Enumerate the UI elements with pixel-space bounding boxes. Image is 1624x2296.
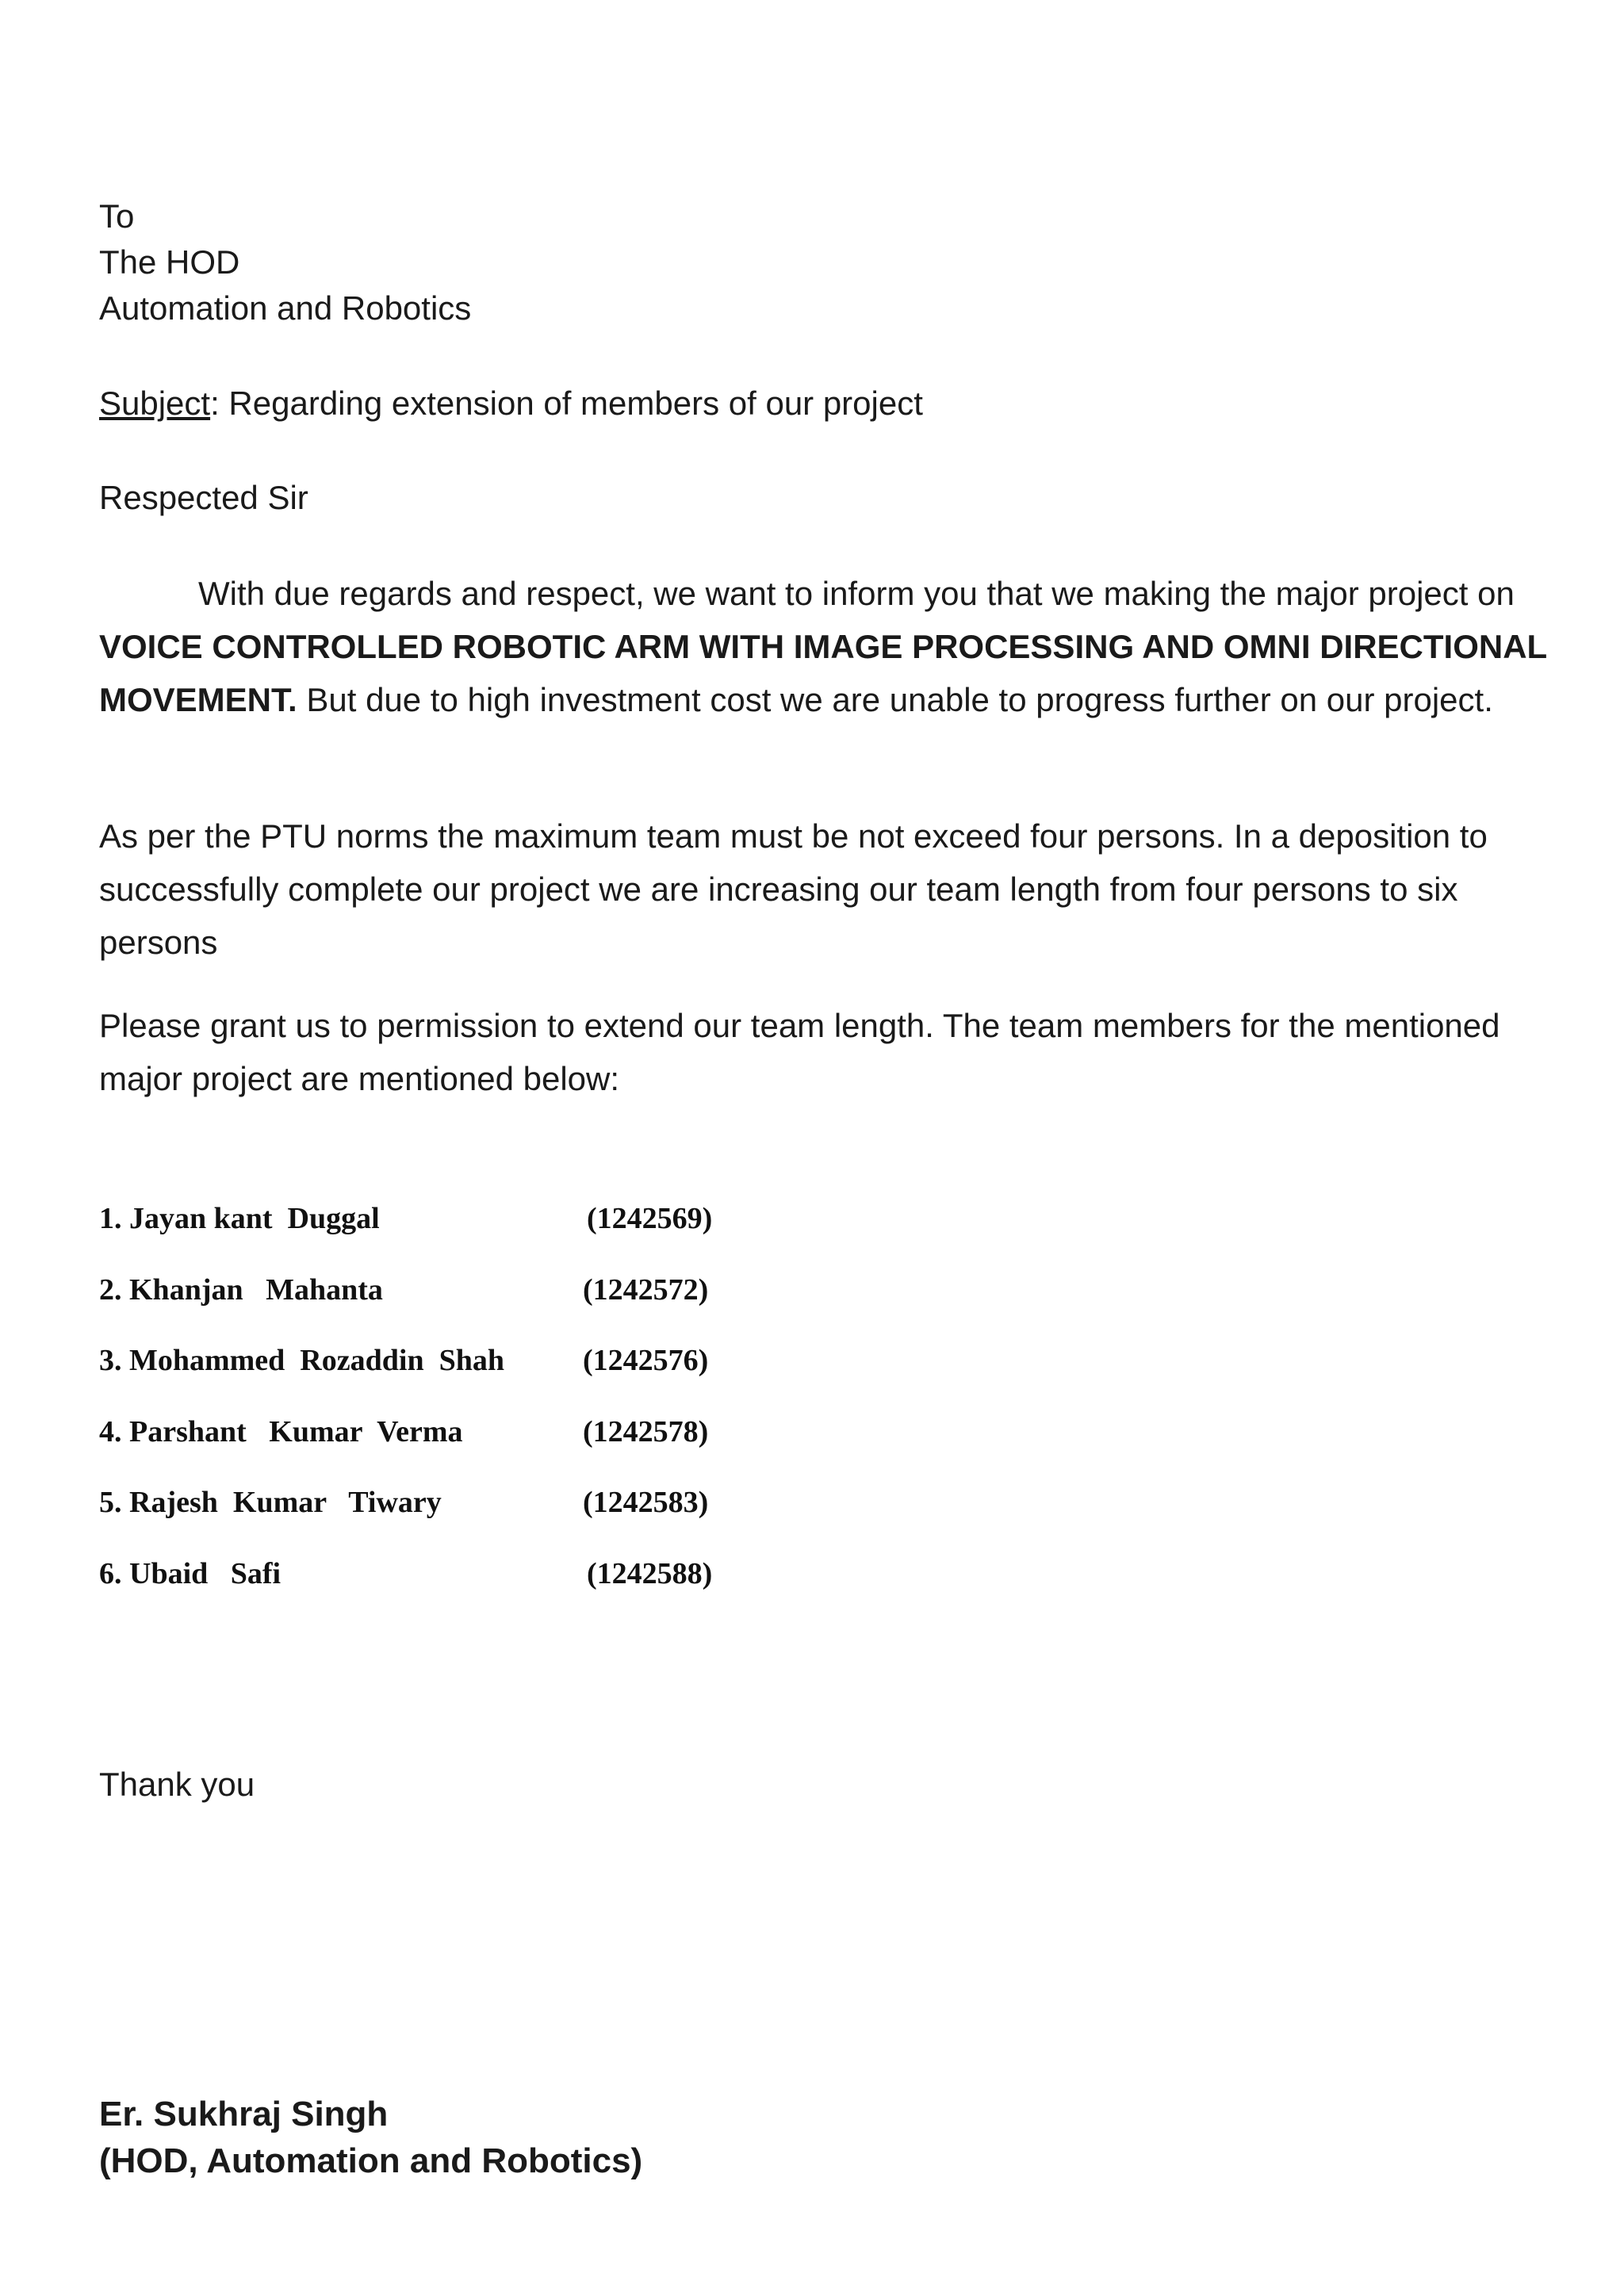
subject-text: : Regarding extension of members of our project bbox=[210, 385, 923, 422]
body-paragraph-1 bbox=[99, 567, 1550, 726]
member-id: (1242588) bbox=[587, 1556, 713, 1590]
body-paragraph-2: As per the PTU norms the maximum team must be not exceed four persons. In a deposition to successfully complete our project we are increasing our team length from four persons to six persons bbox=[99, 817, 1488, 961]
member-id: (1242569) bbox=[587, 1202, 713, 1235]
list-item bbox=[99, 1343, 813, 1414]
member-name: 6. Ubaid Safi bbox=[99, 1556, 282, 1590]
salutation: Respected Sir bbox=[99, 479, 308, 516]
member-name: 3. Mohammed Rozaddin Shah bbox=[99, 1344, 504, 1378]
signatory-designation: (HOD, Automation and Robotics) bbox=[99, 2141, 643, 2180]
member-name: 4. Parshant Kumar Verma bbox=[99, 1414, 463, 1448]
member-name: 5. Rajesh Kumar Tiwary bbox=[99, 1486, 442, 1520]
signatory-name: Er. Sukhraj Singh bbox=[99, 2095, 389, 2133]
recipient-to: To bbox=[99, 197, 135, 235]
closing: Thank you bbox=[99, 1766, 255, 1803]
list-item bbox=[99, 1201, 813, 1272]
member-id: (1242583) bbox=[583, 1486, 709, 1520]
team-member-list bbox=[99, 1201, 813, 1628]
member-id: (1242578) bbox=[583, 1414, 709, 1448]
body-paragraph-3: Please grant us to permission to extend our team length. The team members for the mentioned major project are mentioned below: bbox=[99, 1007, 1500, 1097]
member-id: (1242576) bbox=[583, 1344, 709, 1378]
list-item bbox=[99, 1485, 813, 1556]
recipient-title: The HOD bbox=[99, 243, 240, 281]
subject-label: Subject bbox=[99, 385, 211, 422]
member-id: (1242572) bbox=[583, 1272, 709, 1307]
project-title: VOICE CONTROLLED ROBOTIC ARM WITH IMAGE PROCESSING AND OMNI DIRECTIONAL MOVEMENT. bbox=[99, 628, 1547, 718]
list-item bbox=[99, 1556, 813, 1628]
body-paragraph-1-start: With due regards and respect, we want to inform you that we making the major project on bbox=[198, 575, 1515, 612]
list-item bbox=[99, 1414, 813, 1486]
subject-line bbox=[99, 381, 923, 427]
member-name: 2. Khanjan Mahanta bbox=[99, 1272, 383, 1307]
member-name: 1. Jayan kant Duggal bbox=[99, 1202, 380, 1235]
body-paragraph-1-end: But due to high investment cost we are unable to progress further on our project. bbox=[297, 681, 1493, 718]
list-item bbox=[99, 1272, 813, 1344]
recipient-department: Automation and Robotics bbox=[99, 289, 472, 327]
